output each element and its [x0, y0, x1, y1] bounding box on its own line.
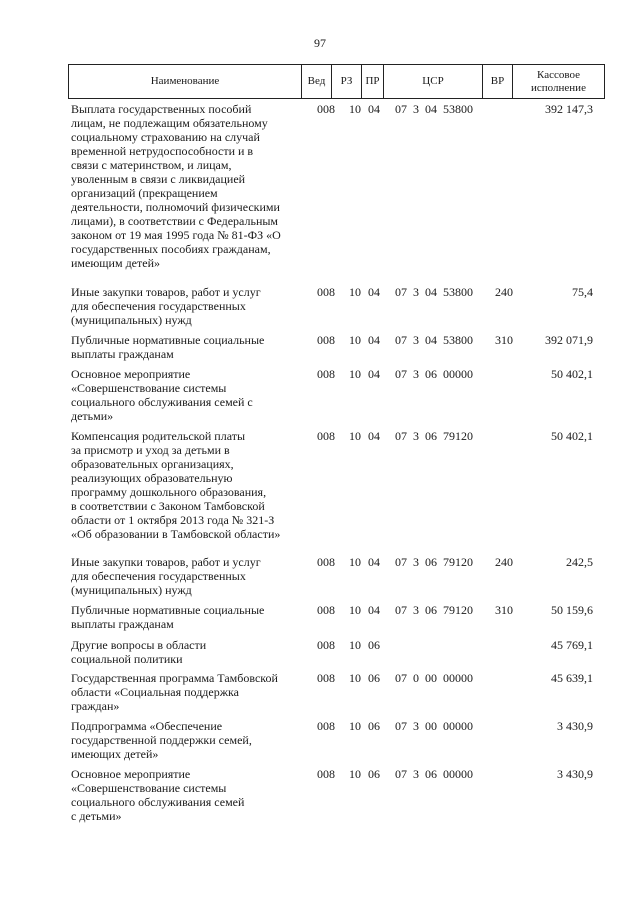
row-ved: 008	[317, 719, 335, 733]
row-name: Выплата государственных пособий лицам, не подлежащим обязательному социальному страхованию на случай временной нетрудоспособности и в связи с материнством, и лицам, уволенным в связи с ликвидацией организаций (прекращением деятельности, полномочий физическими лицами), в соответствии с Федеральным законом от 19 мая 1995 года № 81-ФЗ «О государственных пособиях гражданам, имеющим детей»	[71, 102, 281, 270]
header-csr: ЦСР	[383, 65, 482, 98]
row-ved: 008	[317, 671, 335, 685]
row-ved: 008	[317, 638, 335, 652]
row-amount: 392 147,3	[545, 102, 593, 116]
row-pr: 04	[368, 367, 380, 381]
table-header	[68, 64, 605, 99]
row-csr: 07 3 04 53800	[395, 285, 473, 299]
row-name: Компенсация родительской платы за присмотр и уход за детьми в образовательных организациях, реализующих образовательную программу дошкольного образования, в соответствии с Законом Тамбовской области от 1 октября 2013 года № 321-З «Об образовании в Тамбовской области»	[71, 429, 281, 541]
row-rz: 10	[349, 671, 361, 685]
row-amount: 50 402,1	[551, 429, 593, 443]
row-pr: 04	[368, 285, 380, 299]
row-amount: 50 159,6	[551, 603, 593, 617]
header-vr: ВР	[482, 65, 512, 98]
row-amount: 45 769,1	[551, 638, 593, 652]
header-ved: Вед	[301, 65, 331, 98]
row-amount: 3 430,9	[557, 767, 593, 781]
row-ved: 008	[317, 555, 335, 569]
row-vr: 240	[495, 285, 513, 299]
row-vr: 240	[495, 555, 513, 569]
row-ved: 008	[317, 333, 335, 347]
row-name: Иные закупки товаров, работ и услуг для обеспечения государственных (муниципальных) нужд	[71, 285, 261, 327]
table-row	[0, 716, 640, 764]
header-name: Наименование	[68, 65, 301, 98]
row-rz: 10	[349, 555, 361, 569]
row-name: Основное мероприятие «Совершенствование системы социального обслуживания семей с детьми»	[71, 367, 253, 423]
row-pr: 06	[368, 671, 380, 685]
table-row	[0, 99, 640, 282]
row-ved: 008	[317, 429, 335, 443]
row-rz: 10	[349, 719, 361, 733]
row-amount: 50 402,1	[551, 367, 593, 381]
row-name: Подпрограмма «Обеспечение государственной поддержки семей, имеющих детей»	[71, 719, 252, 761]
row-csr: 07 3 06 00000	[395, 367, 473, 381]
row-vr: 310	[495, 603, 513, 617]
row-ved: 008	[317, 285, 335, 299]
row-pr: 04	[368, 555, 380, 569]
row-pr: 06	[368, 719, 380, 733]
row-ved: 008	[317, 767, 335, 781]
row-rz: 10	[349, 102, 361, 116]
row-pr: 04	[368, 333, 380, 347]
row-name: Основное мероприятие «Совершенствование системы социального обслуживания семей с детьми»	[71, 767, 245, 823]
row-pr: 04	[368, 102, 380, 116]
row-rz: 10	[349, 367, 361, 381]
row-csr: 07 3 04 53800	[395, 102, 473, 116]
row-csr: 07 3 06 79120	[395, 603, 473, 617]
table-row	[0, 600, 640, 635]
row-csr: 07 0 00 00000	[395, 671, 473, 685]
row-rz: 10	[349, 333, 361, 347]
table-row	[0, 764, 640, 828]
row-rz: 10	[349, 429, 361, 443]
row-pr: 06	[368, 638, 380, 652]
row-amount: 45 639,1	[551, 671, 593, 685]
header-pr: ПР	[361, 65, 383, 98]
row-name: Публичные нормативные социальные выплаты гражданам	[71, 603, 265, 631]
row-rz: 10	[349, 285, 361, 299]
row-name: Публичные нормативные социальные выплаты гражданам	[71, 333, 265, 361]
row-amount: 392 071,9	[545, 333, 593, 347]
row-amount: 3 430,9	[557, 719, 593, 733]
row-pr: 04	[368, 429, 380, 443]
header-rz: РЗ	[331, 65, 361, 98]
row-amount: 242,5	[566, 555, 593, 569]
table-body	[0, 99, 640, 828]
row-csr: 07 3 06 79120	[395, 429, 473, 443]
row-amount: 75,4	[572, 285, 593, 299]
row-rz: 10	[349, 638, 361, 652]
table-row	[0, 330, 640, 364]
table-row	[0, 668, 640, 716]
table-row	[0, 426, 640, 552]
row-ved: 008	[317, 603, 335, 617]
table-row	[0, 282, 640, 330]
page-number: 97	[314, 36, 326, 50]
row-csr: 07 3 04 53800	[395, 333, 473, 347]
table-row	[0, 552, 640, 600]
row-pr: 04	[368, 603, 380, 617]
row-pr: 06	[368, 767, 380, 781]
row-name: Государственная программа Тамбовской области «Социальная поддержка граждан»	[71, 671, 278, 713]
row-rz: 10	[349, 767, 361, 781]
row-vr: 310	[495, 333, 513, 347]
row-csr: 07 3 06 79120	[395, 555, 473, 569]
row-name: Иные закупки товаров, работ и услуг для обеспечения государственных (муниципальных) нужд	[71, 555, 261, 597]
row-csr: 07 3 06 00000	[395, 767, 473, 781]
row-name: Другие вопросы в области социальной политики	[71, 638, 207, 666]
table-row	[0, 364, 640, 426]
row-ved: 008	[317, 367, 335, 381]
row-csr: 07 3 00 00000	[395, 719, 473, 733]
row-ved: 008	[317, 102, 335, 116]
header-amount: Кассовое исполнение	[512, 65, 605, 98]
table-row	[0, 635, 640, 668]
row-rz: 10	[349, 603, 361, 617]
